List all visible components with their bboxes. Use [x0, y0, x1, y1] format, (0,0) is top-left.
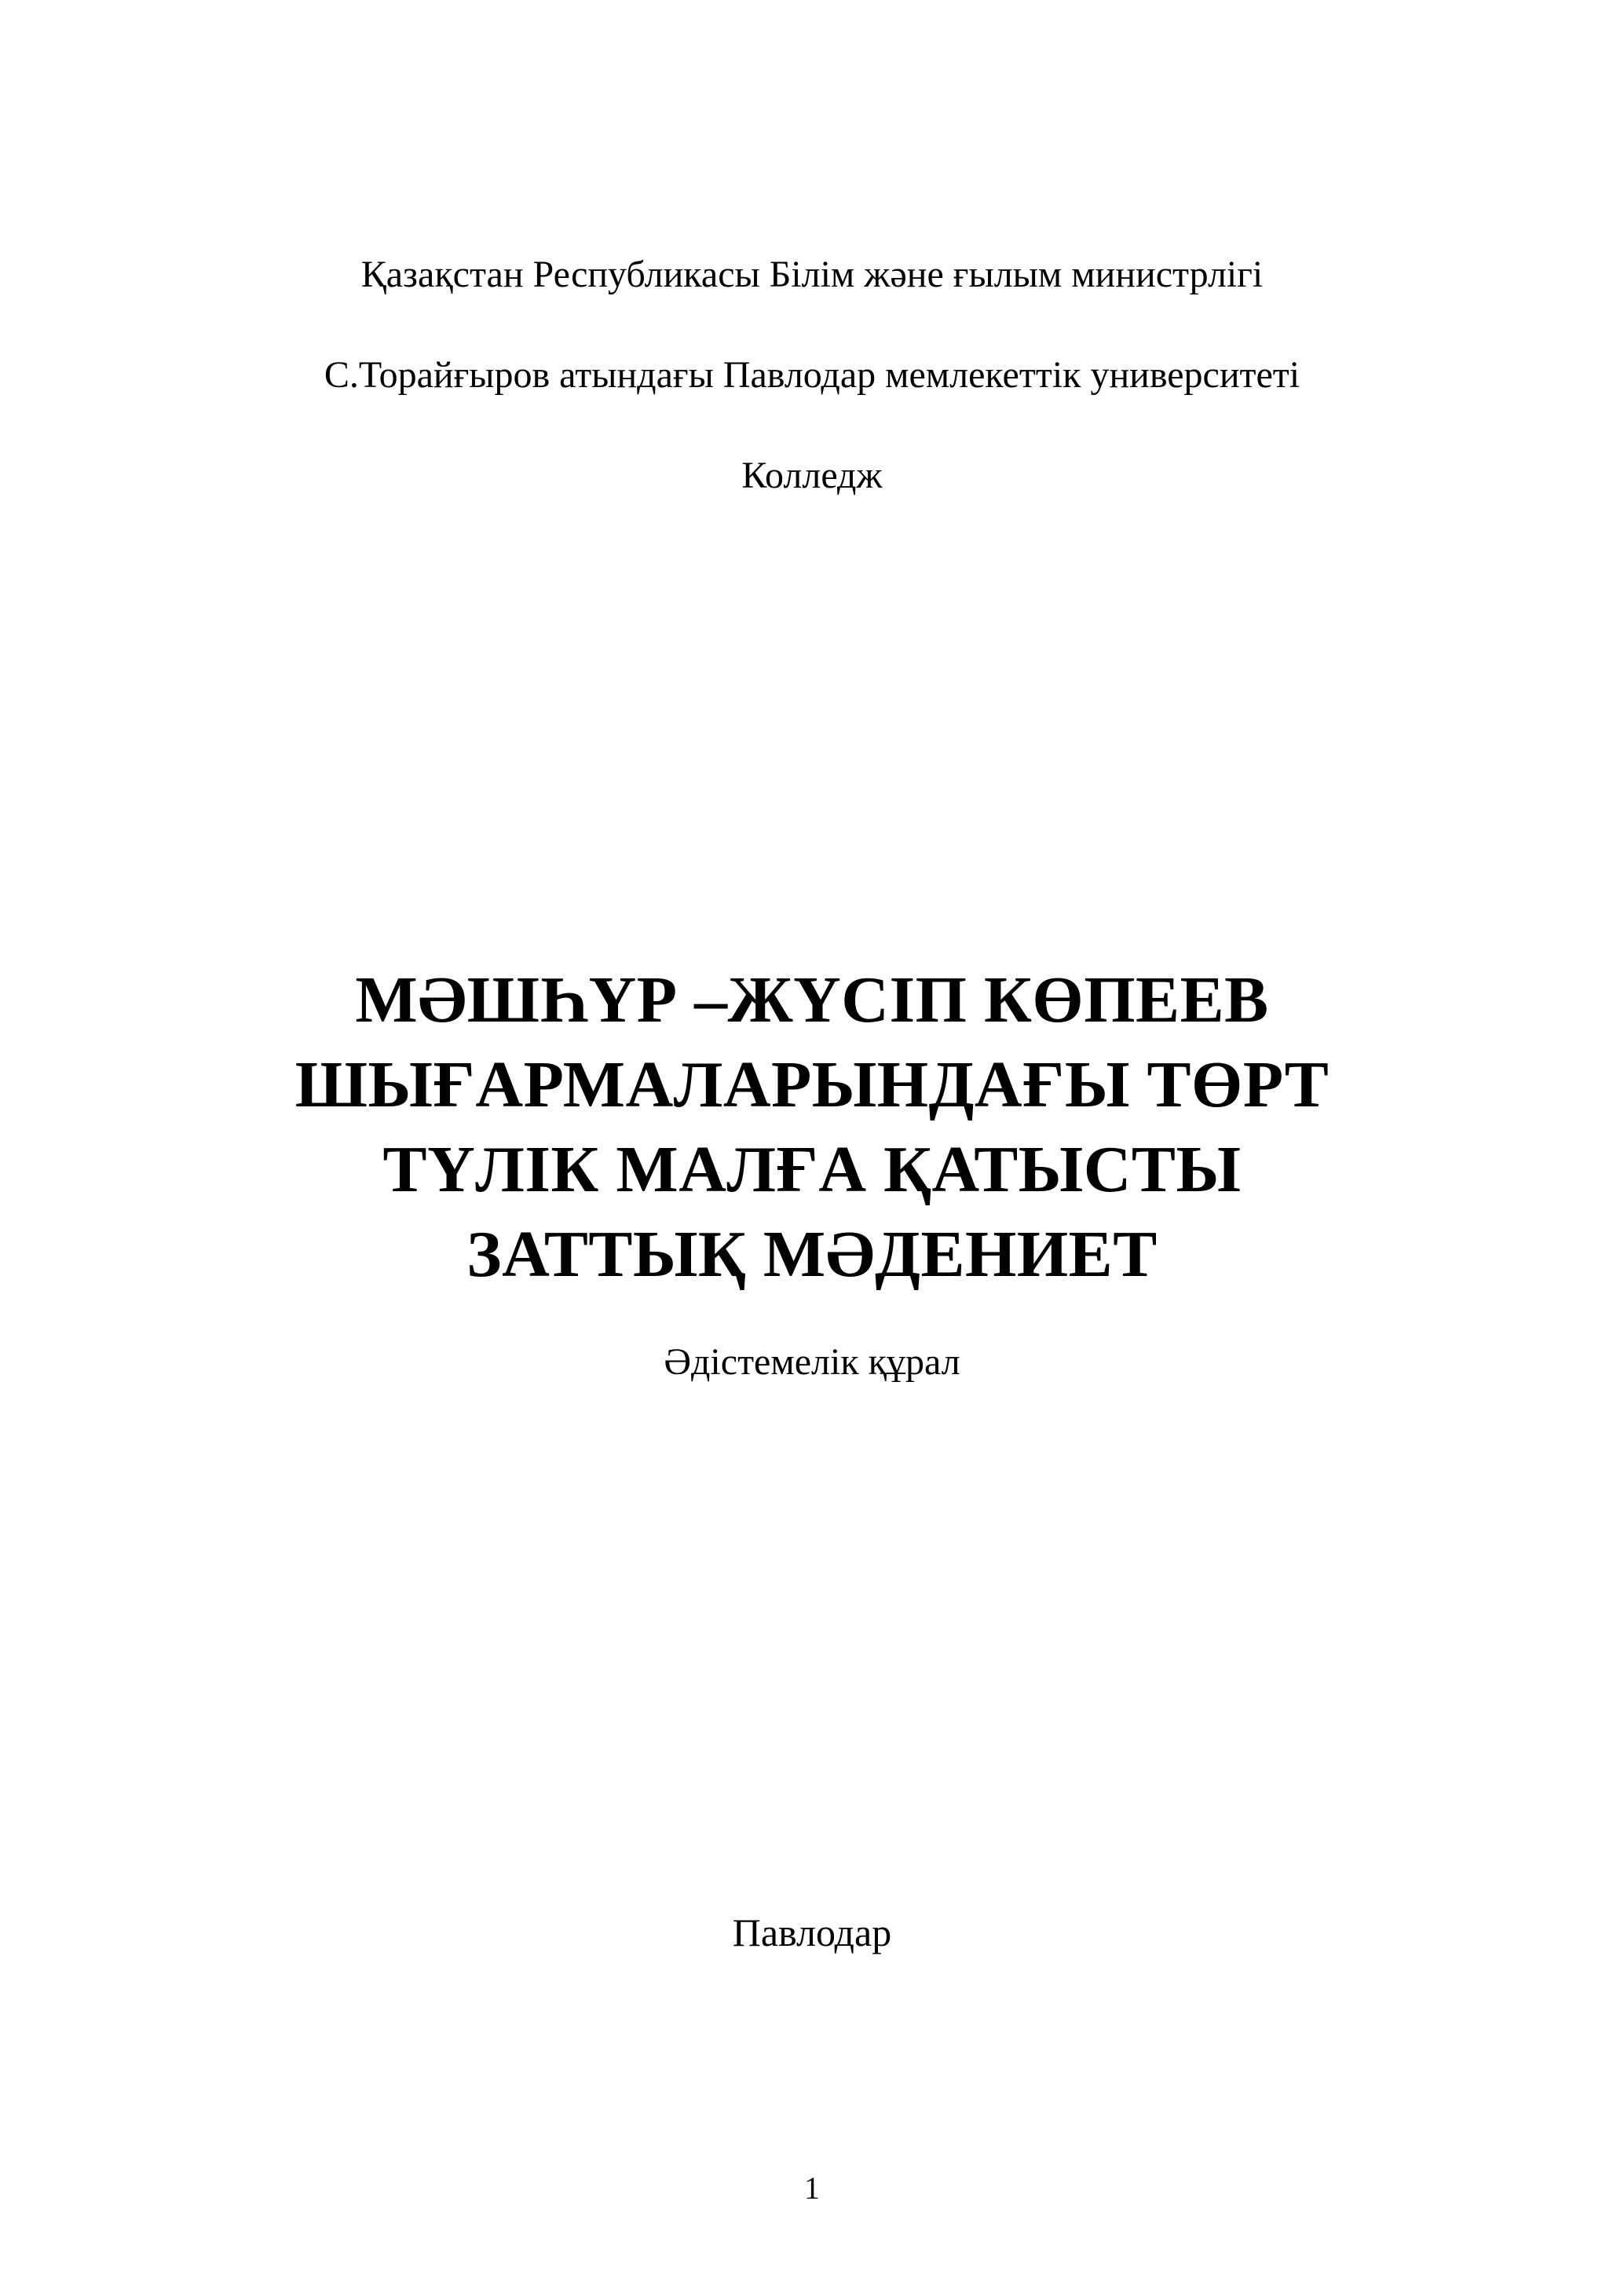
publication-city: Павлодар [732, 1910, 892, 1954]
title-line-2: ШЫҒАРМАЛАРЫНДАҒЫ ТӨРТ [294, 1048, 1330, 1121]
title-line-4: ЗАТТЫҚ МӘДЕНИЕТ [466, 1218, 1158, 1291]
ministry-heading: Қазақстан Республикасы Білім және ғылым министрлігі [360, 254, 1264, 295]
title-line-3: ТҮЛІК МАЛҒА ҚАТЫСТЫ [382, 1133, 1242, 1206]
document-title [0, 958, 1624, 1297]
page-number: 1 [804, 2170, 820, 2206]
college-heading: Колледж [741, 455, 883, 496]
university-heading: С.Торайғыров атындағы Павлодар мемлекеттік университеті [324, 354, 1300, 396]
title-line-1: МӘШҺҮР –ЖҮСІП КӨПЕЕВ [355, 963, 1269, 1036]
document-subtitle: Әдістемелік құрал [664, 1341, 960, 1383]
